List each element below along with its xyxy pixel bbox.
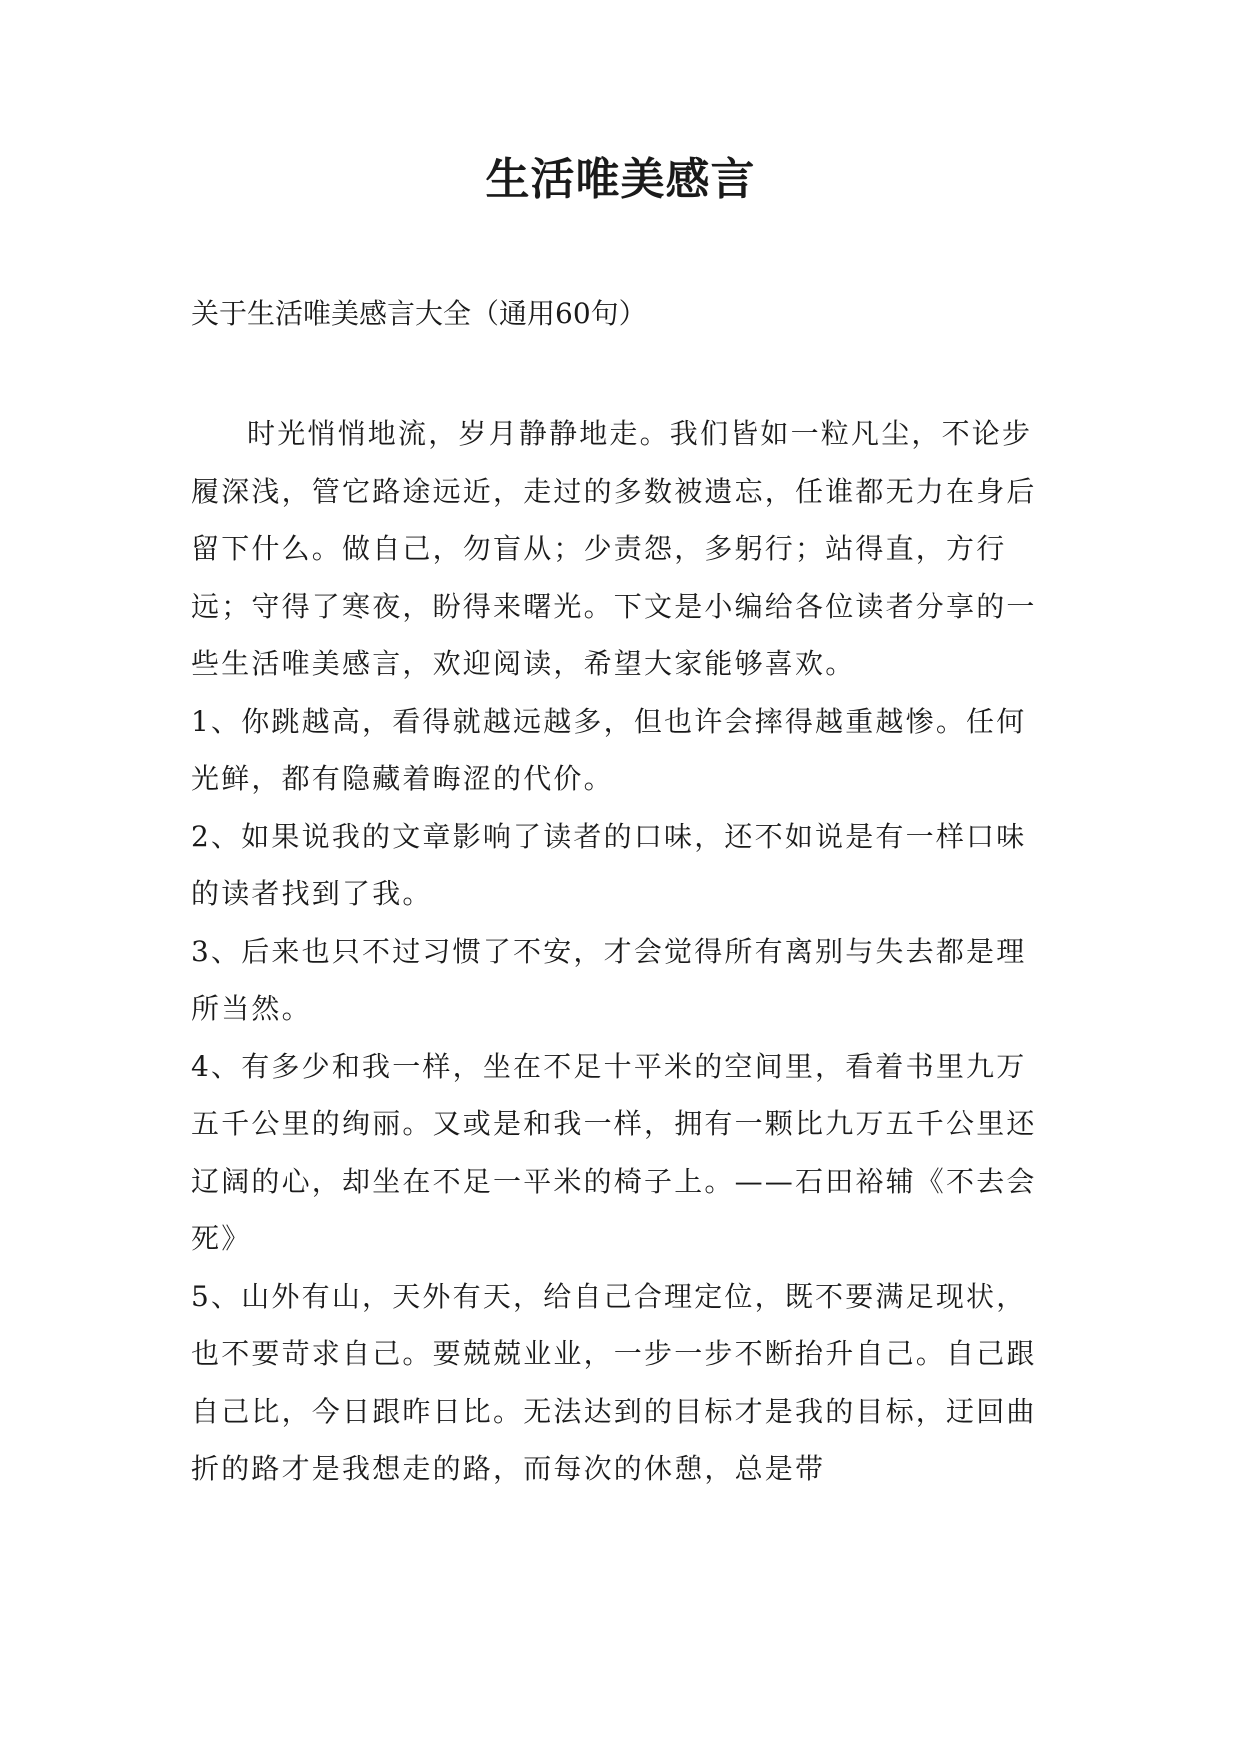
list-item: 1、你跳越高，看得就越远越多，但也许会摔得越重越惨。任何光鲜，都有隐藏着晦涩的代价。 <box>191 704 1027 795</box>
list-item: 4、有多少和我一样，坐在不足十平米的空间里，看着书里九万五千公里的绚丽。又或是和我一样，拥有一颗比九万五千公里还辽阔的心，却坐在不足一平米的椅子上。——石田裕辅《不去会死》 <box>191 1049 1037 1255</box>
document-subtitle: 关于生活唯美感言大全（通用60句） <box>191 297 647 330</box>
document-title: 生活唯美感言 <box>485 154 756 205</box>
intro-paragraph: 时光悄悄地流，岁月静静地走。我们皆如一粒凡尘，不论步履深浅，管它路途远近，走过的多数被遗忘，任谁都无力在身后留下什么。做自己，勿盲从；少责怨，多躬行；站得直，方行远；守得了寒夜，盼得来曙光。下文是小编给各位读者分享的一些生活唯美感言，欢迎阅读，希望大家能够喜欢。 <box>191 417 1037 680</box>
list-item: 2、如果说我的文章影响了读者的口味，还不如说是有一样口味的读者找到了我。 <box>191 819 1027 910</box>
list-item: 5、山外有山，天外有天，给自己合理定位，既不要满足现状，也不要苛求自己。要兢兢业业，一步一步不断抬升自己。自己跟自己比，今日跟昨日比。无法达到的目标才是我的目标，迂回曲折的路才是我想走的路，而每次的休憩，总是带 <box>191 1279 1037 1485</box>
list-item: 3、后来也只不过习惯了不安，才会觉得所有离别与失去都是理所当然。 <box>191 934 1027 1025</box>
document-body <box>191 405 1051 1498</box>
